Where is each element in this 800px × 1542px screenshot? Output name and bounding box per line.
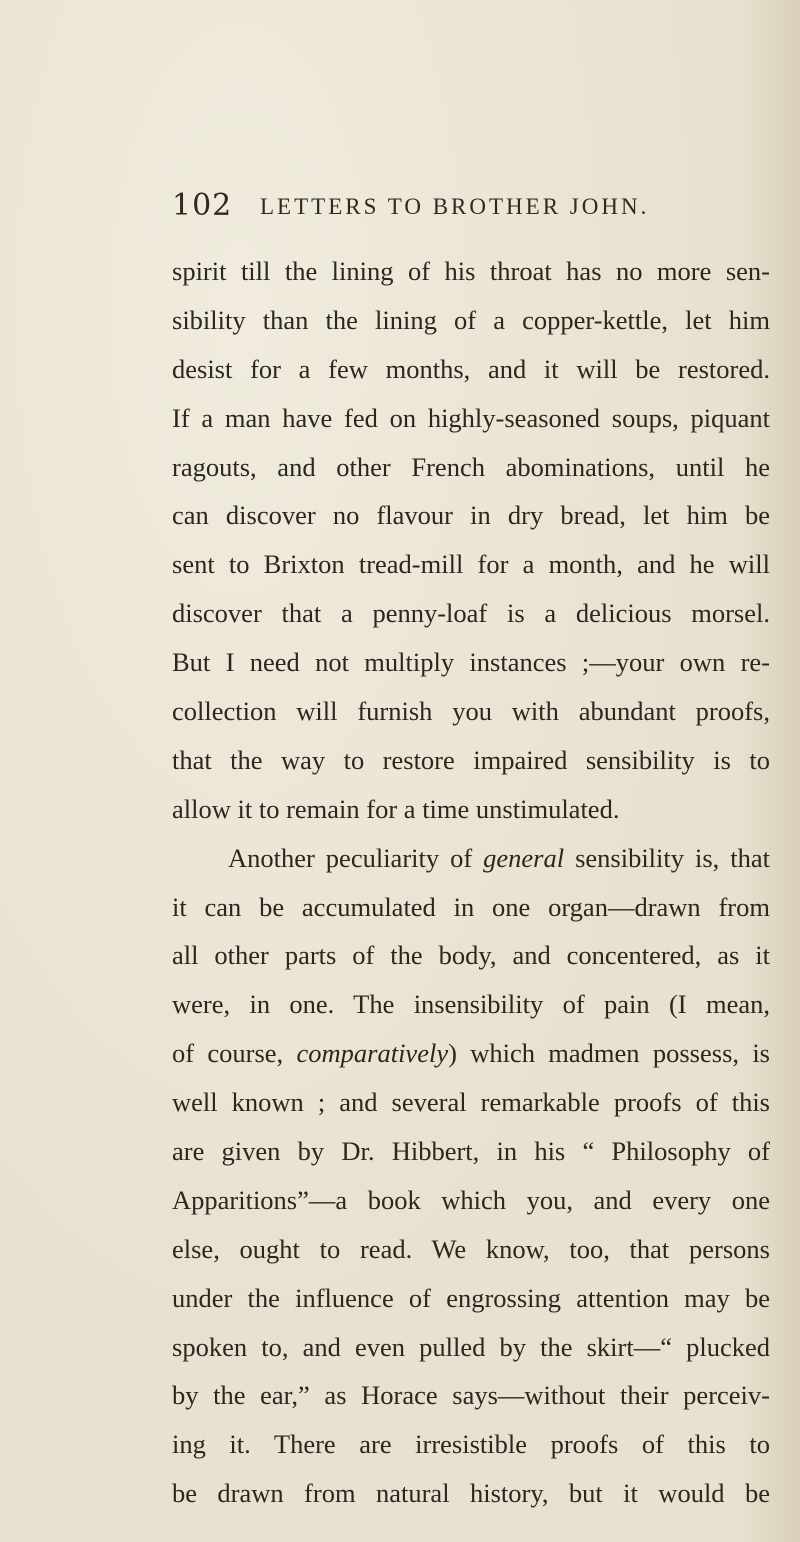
text-line: are given by Dr. Hibbert, in his “ Philosophy of <box>172 1136 770 1167</box>
text-line: ing it. There are irresistible proofs of this to <box>172 1429 770 1460</box>
body-text <box>172 247 770 1518</box>
italic-text: general <box>483 842 565 873</box>
line-text: ) which madmen possess, is <box>448 1038 770 1069</box>
line-text: Another peculiarity of <box>228 842 484 873</box>
text-line: sent to Brixton tread-mill for a month, and he will <box>172 549 770 580</box>
paragraph-start-line <box>172 834 770 883</box>
text-line: be drawn from natural history, but it would be <box>172 1478 770 1509</box>
text-line: else, ought to read. We know, too, that persons <box>172 1233 770 1264</box>
text-line: can discover no flavour in dry bread, let him be <box>172 500 770 531</box>
text-line: were, in one. The insensibility of pain (I mean, <box>172 989 770 1020</box>
text-line: that the way to restore impaired sensibility is to <box>172 744 770 775</box>
text-line: well known ; and several remarkable proofs of this <box>172 1087 770 1118</box>
text-line: by the ear,” as Horace says—without their perceiv- <box>172 1380 770 1411</box>
text-line: spirit till the lining of his throat has no more sen- <box>172 256 770 286</box>
text-line: desist for a few months, and it will be restored. <box>172 353 770 384</box>
italic-text: comparatively <box>296 1038 449 1069</box>
text-line <box>172 1029 770 1078</box>
text-line: sibility than the lining of a copper-kettle, let him <box>172 304 770 335</box>
text-line: it can be accumulated in one organ—drawn from <box>172 891 770 922</box>
running-head <box>172 188 772 228</box>
paragraph-end-line: allow it to remain for a time unstimulated. <box>172 793 620 824</box>
running-title: LETTERS TO BROTHER JOHN. <box>260 194 650 219</box>
text-line: Apparitions”—a book which you, and every one <box>172 1184 770 1215</box>
text-line: But I need not multiply instances ;—your own re- <box>172 647 770 678</box>
page-number: 102 <box>172 188 233 223</box>
text-line: discover that a penny-loaf is a delicious morsel. <box>172 598 770 629</box>
text-line: collection will furnish you with abundant proofs, <box>172 696 770 727</box>
text-line: under the influence of engrossing attention may be <box>172 1282 770 1313</box>
text-line: If a man have fed on highly-seasoned soups, piquant <box>172 402 770 433</box>
text-line: spoken to, and even pulled by the skirt—“ plucked <box>172 1331 770 1362</box>
text-line: all other parts of the body, and concentered, as it <box>172 940 770 971</box>
line-text: sensibility is, that <box>564 842 770 873</box>
text-line: ragouts, and other French abominations, until he <box>172 451 770 482</box>
line-text: of course, <box>172 1038 297 1069</box>
